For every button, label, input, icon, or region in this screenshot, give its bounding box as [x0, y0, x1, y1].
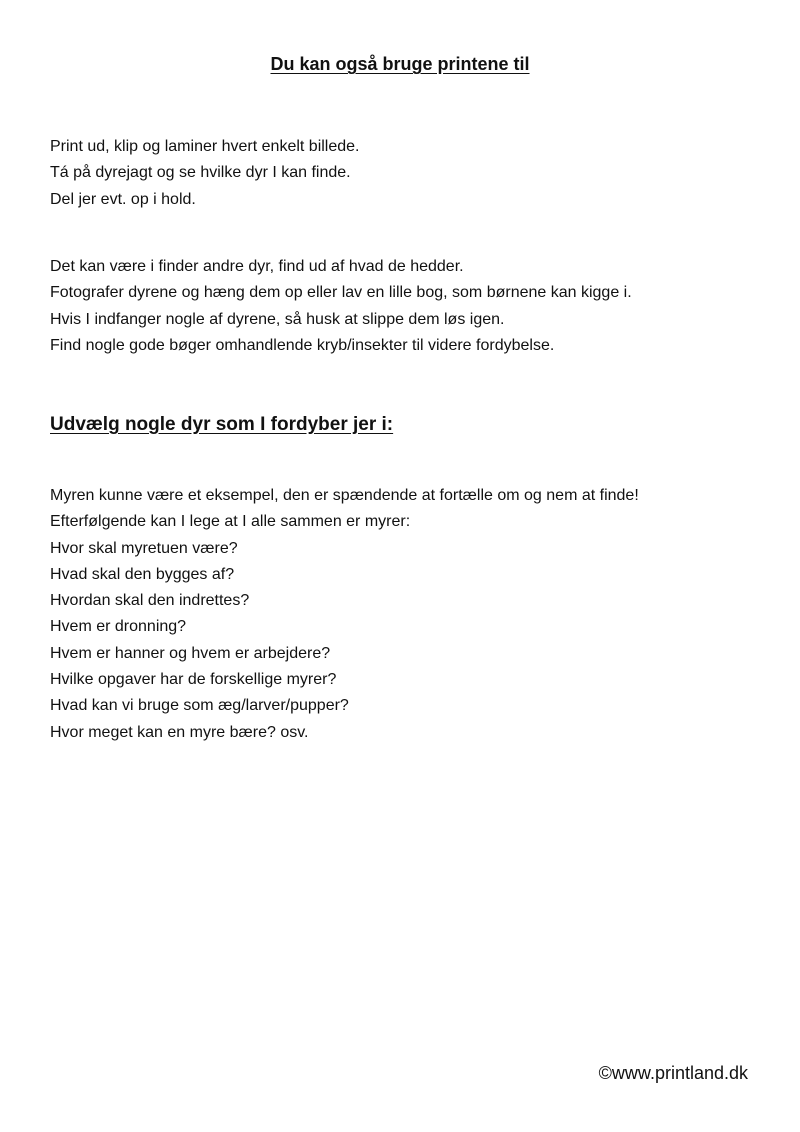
tips-line: Det kan være i finder andre dyr, find ud af hvad de hedder.	[50, 258, 464, 275]
question-line: Hvad kan vi bruge som æg/larver/pupper?	[50, 697, 349, 715]
tips-line: Find nogle gode bøger omhandlende kryb/insekter til videre fordybelse.	[50, 336, 555, 354]
question-line: Hvem er dronning?	[50, 618, 187, 636]
intro-line: Del jer evt. op i hold.	[50, 190, 196, 208]
question-line: Hvordan skal den indrettes?	[50, 592, 250, 610]
question-line: Hvem er hanner og hvem er arbejdere?	[50, 644, 331, 662]
tips-line: Hvis I indfanger nogle af dyrene, så husk at slippe dem løs igen.	[50, 310, 505, 328]
copyright-notice: ©www.printland.dk	[598, 1063, 748, 1083]
intro-paragraph	[50, 134, 770, 213]
tips-line: Fotografer dyrene og hæng dem op eller lav en lille bog, som børnene kan kigge i.	[50, 284, 632, 302]
question-line: Hvor meget kan en myre bære? osv.	[50, 723, 309, 741]
section-heading: Udvælg nogle dyr som I fordyber jer i:	[50, 414, 394, 435]
intro-line: Tá på dyrejagt og se hvilke dyr I kan finde.	[50, 164, 351, 182]
question-line: Hvor skal myretuen være?	[50, 539, 238, 557]
question-line: Hvilke opgaver har de forskellige myrer?	[50, 671, 337, 689]
question-line: Hvad skal den bygges af?	[50, 565, 235, 583]
page-title: Du kan også bruge printene til	[270, 54, 530, 74]
intro-line: Print ud, klip og laminer hvert enkelt billede.	[50, 138, 360, 155]
questions-paragraph	[50, 483, 770, 746]
question-line: Efterfølgende kan I lege at I alle sammen er myrer:	[50, 513, 411, 531]
tips-paragraph	[50, 254, 770, 359]
question-line: Myren kunne være et eksempel, den er spændende at fortælle om og nem at finde!	[50, 487, 639, 504]
